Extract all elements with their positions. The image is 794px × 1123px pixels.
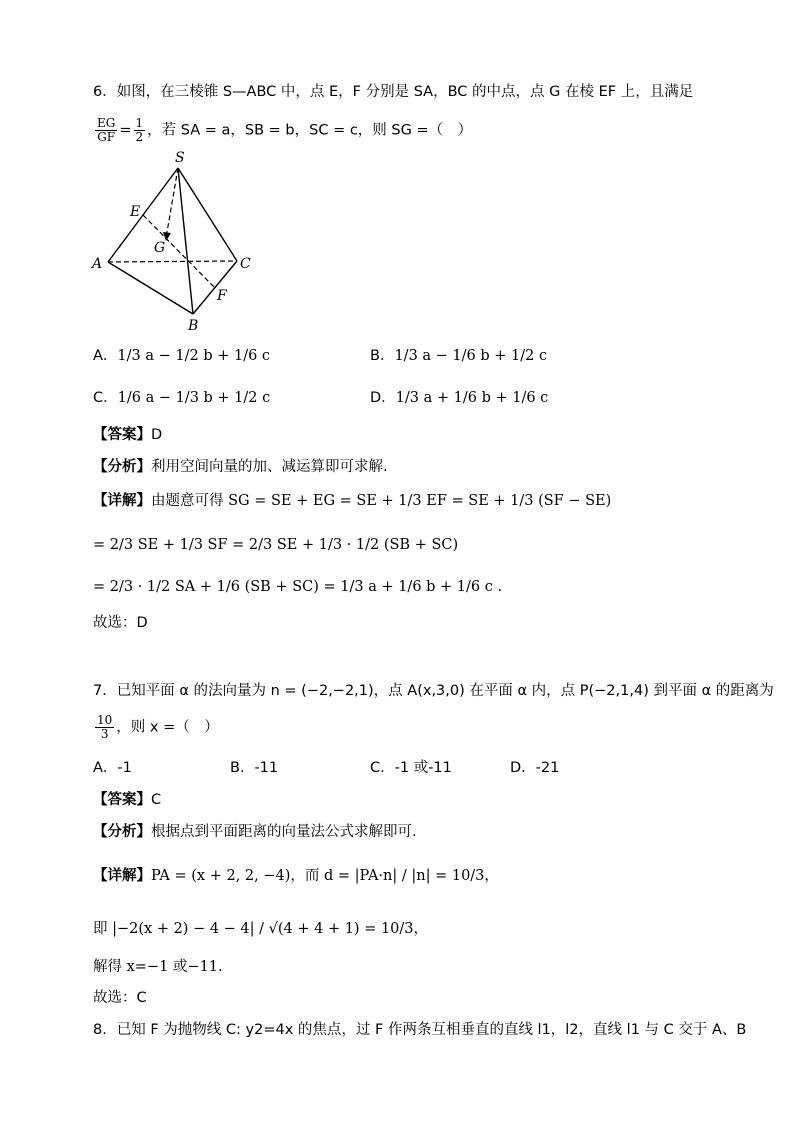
q6-detail-line2: = 2/3 SE + 1/3 SF = 2/3 SE + 1/3 · 1/2 (SB + SC): [93, 537, 459, 553]
q7-detail-line2: 即 |−2(x + 2) − 4 − 4| / √(4 + 4 + 1) = 10/3，: [93, 921, 429, 937]
q6-condition: $\frac{EG}{GF}$ = $\frac{1}{2}$ ，若 SA = a，SB = b，SC = c，则 SG =（ ）: [97, 116, 473, 144]
q6-answer: 【答案】D: [93, 427, 163, 443]
vector-SG: [166, 168, 178, 238]
q6-cond-val: $\frac{1}{2}$: [135, 116, 144, 144]
label-A: A: [92, 256, 103, 272]
q7-detail-line3: 解得 x=−1 或−11.: [93, 959, 223, 975]
q7-analysis: 【分析】根据点到平面距离的向量法公式求解即可.: [93, 824, 417, 840]
q7-dist-frac: $\frac{10}{3}$: [97, 713, 113, 741]
q7-stem-line2: $\frac{10}{3}$ ，则 x =（ ）: [97, 713, 219, 741]
label-B: B: [188, 318, 199, 333]
label-F: F: [217, 288, 227, 304]
q8-stem-line1: 8．已知 F 为抛物线 C: y2=4x 的焦点，过 F 作两条互相垂直的直线 l1，l2，直线 l1 与 C 交于 A、B: [93, 1022, 747, 1038]
q6-pyramid-figure: [90, 148, 260, 333]
q7-option-a[interactable]: A．-1: [93, 760, 132, 776]
label-S: S: [175, 150, 185, 166]
edge-AB: [108, 262, 193, 314]
q6-stem-line1: 6．如图，在三棱锥 S—ABC 中，点 E，F 分别是 SA，BC 的中点，点 G 在棱 EF 上，且满足: [93, 84, 694, 100]
q6-conclusion: 故选：D: [93, 615, 148, 631]
q7-detail: 【详解】PA = (x + 2, 2, −4)，而 d = |PA·n| / |n| = 10/3，: [93, 868, 499, 884]
edge-BC: [193, 261, 237, 314]
q7-option-b[interactable]: B．-11: [230, 760, 279, 776]
q6-option-a[interactable]: A．1/3 a − 1/2 b + 1/6 c: [93, 348, 271, 364]
q6-cond-text: ，若 SA = a，SB = b，SC = c，则 SG =（ ）: [147, 122, 473, 139]
q7-option-d[interactable]: D．-21: [510, 760, 560, 776]
label-G: G: [154, 240, 166, 256]
q6-detail: 【详解】由题意可得 SG = SE + EG = SE + 1/3 EF = SE + 1/3 (SF − SE): [93, 493, 612, 509]
label-C: C: [240, 256, 251, 272]
q6-option-c[interactable]: C．1/6 a − 1/3 b + 1/2 c: [93, 390, 271, 406]
q7-option-c[interactable]: C．-1 或-11: [370, 760, 452, 776]
q7-answer: 【答案】C: [93, 792, 162, 808]
q6-analysis: 【分析】利用空间向量的加、减运算即可求解.: [93, 459, 388, 475]
edge-SB: [178, 168, 193, 314]
q6-option-b[interactable]: B．1/3 a − 1/6 b + 1/2 c: [370, 348, 548, 364]
q7-stem-line1: 7．已知平面 α 的法向量为 n = (−2,−2,1)，点 A(x,3,0) 在平面 α 内，点 P(−2,1,4) 到平面 α 的距离为: [93, 683, 774, 699]
label-E: E: [130, 204, 141, 220]
edge-SC: [178, 168, 237, 261]
q6-option-d[interactable]: D．1/3 a + 1/6 b + 1/6 c: [370, 390, 549, 406]
q6-cond-frac: $\frac{EG}{GF}$: [97, 116, 116, 144]
q6-detail-line3: = 2/3 · 1/2 SA + 1/6 (SB + SC) = 1/3 a + 1/6 b + 1/6 c .: [93, 579, 503, 595]
q7-conclusion: 故选：C: [93, 990, 147, 1006]
edge-AC: [108, 261, 237, 262]
